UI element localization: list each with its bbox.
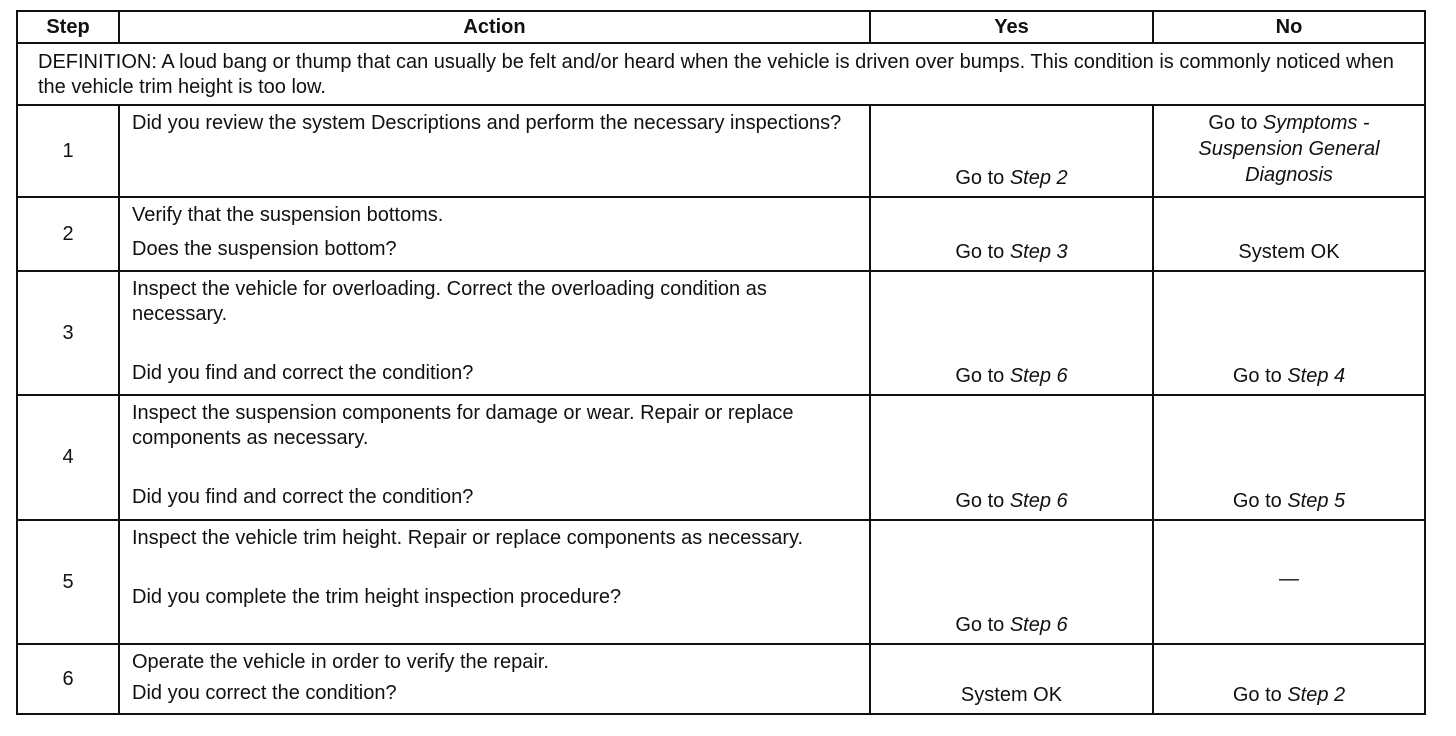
action-question: Did you find and correct the condition? bbox=[132, 486, 474, 508]
header-action: Action bbox=[119, 11, 870, 43]
no-step-link[interactable]: Step 4 bbox=[1287, 365, 1346, 387]
header-yes: Yes bbox=[870, 11, 1153, 43]
header-row bbox=[17, 11, 1425, 43]
yes-cell bbox=[870, 197, 1153, 271]
action-cell bbox=[119, 197, 870, 271]
yes-step-link[interactable]: Step 6 bbox=[1009, 614, 1068, 636]
no-cell bbox=[1153, 395, 1425, 520]
step-number: 6 bbox=[17, 644, 119, 714]
no-prefix: Go to bbox=[1232, 684, 1288, 706]
no-cell bbox=[1153, 197, 1425, 271]
action-instruction: Inspect the suspension components for damage or wear. Repair or replace components as necessary. bbox=[132, 402, 794, 449]
no-link-line3[interactable]: Diagnosis bbox=[1245, 164, 1333, 186]
action-question: Does the suspension bottom? bbox=[132, 238, 397, 260]
action-cell bbox=[119, 644, 870, 714]
no-symptoms-link[interactable]: Symptoms - bbox=[1262, 112, 1370, 134]
yes-step-link[interactable]: Step 2 bbox=[1009, 167, 1068, 189]
no-cell bbox=[1153, 105, 1425, 197]
yes-prefix: Go to bbox=[955, 241, 1010, 263]
no-link-line2[interactable]: Suspension General bbox=[1198, 138, 1380, 160]
action-instruction: Inspect the vehicle trim height. Repair or replace components as necessary. bbox=[132, 527, 804, 549]
no-step-link[interactable]: Step 5 bbox=[1287, 490, 1346, 512]
action-question: Did you review the system Descriptions and perform the necessary inspections? bbox=[132, 112, 842, 134]
table-row bbox=[17, 197, 1425, 271]
yes-prefix: Go to bbox=[955, 490, 1010, 512]
action-cell bbox=[119, 520, 870, 644]
no-prefix: Go to bbox=[1232, 490, 1288, 512]
yes-prefix: Go to bbox=[955, 167, 1010, 189]
action-question: Did you complete the trim height inspection procedure? bbox=[132, 586, 622, 608]
no-cell bbox=[1153, 644, 1425, 714]
table-row bbox=[17, 105, 1425, 197]
yes-result: System OK bbox=[960, 684, 1063, 706]
header-step: Step bbox=[17, 11, 119, 43]
yes-step-link[interactable]: Step 6 bbox=[1009, 490, 1068, 512]
table-row bbox=[17, 644, 1425, 714]
no-dash: — bbox=[1279, 568, 1299, 590]
action-cell bbox=[119, 105, 870, 197]
diagnostic-table bbox=[16, 10, 1426, 715]
yes-step-link[interactable]: Step 6 bbox=[1009, 365, 1068, 387]
no-cell bbox=[1153, 520, 1425, 644]
step-number: 1 bbox=[17, 105, 119, 197]
no-cell bbox=[1153, 271, 1425, 395]
yes-prefix: Go to bbox=[955, 365, 1010, 387]
step-number: 5 bbox=[17, 520, 119, 644]
yes-cell bbox=[870, 395, 1153, 520]
action-question: Did you correct the condition? bbox=[132, 682, 397, 704]
yes-cell bbox=[870, 520, 1153, 644]
definition-text: DEFINITION: A loud bang or thump that can usually be felt and/or heard when the vehicle is driven over bumps. This condition is commonly noticed when the vehicle trim height is too low. bbox=[17, 43, 1425, 105]
header-no: No bbox=[1153, 11, 1425, 43]
step-number: 4 bbox=[17, 395, 119, 520]
action-instruction: Operate the vehicle in order to verify the repair. bbox=[132, 651, 549, 673]
no-prefix: Go to bbox=[1232, 365, 1288, 387]
no-step-link[interactable]: Step 2 bbox=[1287, 684, 1346, 706]
action-cell bbox=[119, 271, 870, 395]
action-cell bbox=[119, 395, 870, 520]
yes-cell bbox=[870, 271, 1153, 395]
step-number: 3 bbox=[17, 271, 119, 395]
step-number: 2 bbox=[17, 197, 119, 271]
yes-prefix: Go to bbox=[955, 614, 1010, 636]
no-prefix: Go to bbox=[1208, 112, 1263, 134]
no-result: System OK bbox=[1238, 241, 1340, 263]
yes-cell bbox=[870, 644, 1153, 714]
yes-step-link[interactable]: Step 3 bbox=[1009, 241, 1068, 263]
yes-cell bbox=[870, 105, 1153, 197]
table-row bbox=[17, 395, 1425, 520]
definition-row bbox=[17, 43, 1425, 105]
action-question: Did you find and correct the condition? bbox=[132, 362, 474, 384]
table-row bbox=[17, 271, 1425, 395]
table-row bbox=[17, 520, 1425, 644]
action-instruction: Verify that the suspension bottoms. bbox=[132, 204, 444, 226]
action-instruction: Inspect the vehicle for overloading. Correct the overloading condition as necessary. bbox=[132, 278, 767, 325]
